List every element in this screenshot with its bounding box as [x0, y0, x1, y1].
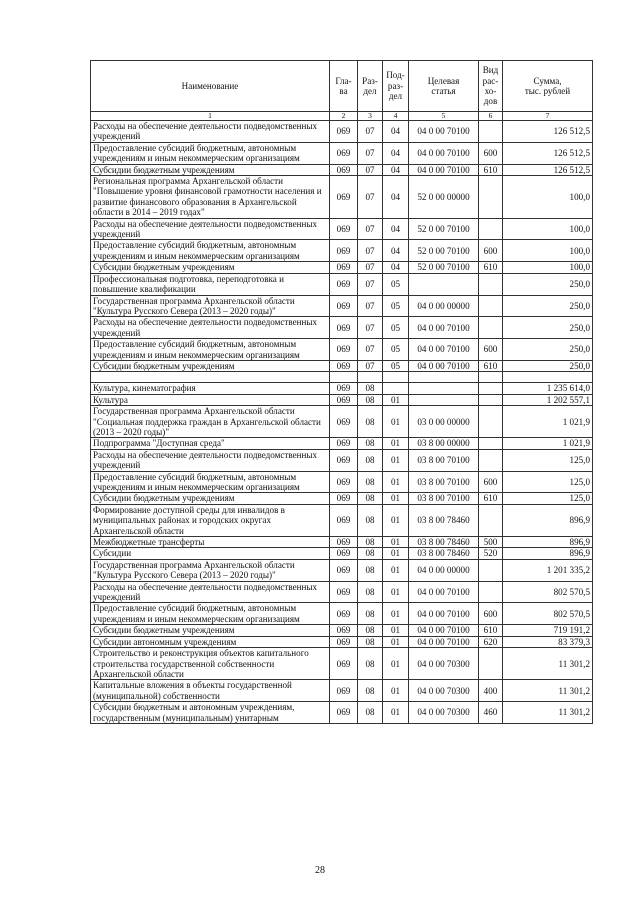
row-chapter: 069 [330, 449, 358, 471]
row-expense-type [479, 449, 503, 471]
row-target: 04 0 00 70100 [409, 339, 479, 361]
row-subsection: 01 [383, 636, 409, 647]
row-name: Культура, кинематография [91, 383, 330, 394]
row-amount: 250,0 [503, 360, 593, 371]
table-row [91, 537, 593, 548]
row-section: 08 [358, 625, 383, 636]
budget-table [90, 60, 593, 724]
row-subsection: 01 [383, 680, 409, 702]
table-body [91, 121, 593, 724]
table-row [91, 262, 593, 273]
table-row [91, 438, 593, 449]
row-chapter: 069 [330, 142, 358, 164]
table-row [91, 702, 593, 724]
row-chapter: 069 [330, 121, 358, 143]
row-section: 07 [358, 176, 383, 219]
row-amount: 11 301,2 [503, 648, 593, 680]
row-target [409, 383, 479, 394]
row-target: 04 0 00 70300 [409, 702, 479, 724]
row-expense-type: 610 [479, 360, 503, 371]
row-section: 08 [358, 471, 383, 493]
row-chapter: 069 [330, 603, 358, 625]
row-amount: 802 570,5 [503, 581, 593, 603]
row-section: 07 [358, 240, 383, 262]
table-row [91, 142, 593, 164]
row-section: 08 [358, 559, 383, 581]
row-amount: 802 570,5 [503, 603, 593, 625]
row-name: Субсидии бюджетным учреждениям [91, 360, 330, 371]
row-expense-type [479, 559, 503, 581]
table-header-row [91, 61, 593, 112]
row-amount: 1 021,9 [503, 438, 593, 449]
row-name: Подпрограмма "Доступная среда" [91, 438, 330, 449]
row-amount: 100,0 [503, 240, 593, 262]
row-target: 04 0 00 70300 [409, 680, 479, 702]
row-section: 07 [358, 295, 383, 317]
row-name: Строительство и реконструкция объектов капитального строительства государственной собственности Архангельской области [91, 648, 330, 680]
row-chapter: 069 [330, 581, 358, 603]
row-chapter: 069 [330, 240, 358, 262]
row-section: 08 [358, 648, 383, 680]
row-section: 07 [358, 317, 383, 339]
table-row [91, 273, 593, 295]
row-name: Субсидии бюджетным учреждениям [91, 164, 330, 175]
row-expense-type: 600 [479, 471, 503, 493]
row-name: Расходы на обеспечение деятельности подведомственных учреждений [91, 121, 330, 143]
row-target: 04 0 00 00000 [409, 559, 479, 581]
row-section: 08 [358, 394, 383, 405]
table-row [91, 625, 593, 636]
row-subsection: 01 [383, 625, 409, 636]
row-chapter: 069 [330, 262, 358, 273]
row-name: Культура [91, 394, 330, 405]
row-chapter: 069 [330, 176, 358, 219]
row-section: 08 [358, 493, 383, 504]
row-target: 03 8 00 70100 [409, 493, 479, 504]
row-name: Предоставление субсидий бюджетным, автономным учреждениям и иным некоммерческим организациям [91, 603, 330, 625]
column-number: 2 [330, 112, 358, 121]
table-row [91, 548, 593, 559]
table-row [91, 394, 593, 405]
row-expense-type [479, 372, 503, 383]
page-number: 28 [315, 865, 325, 876]
row-target: 04 0 00 70100 [409, 625, 479, 636]
row-expense-type: 520 [479, 548, 503, 559]
row-subsection [383, 372, 409, 383]
table-row [91, 406, 593, 438]
row-subsection: 04 [383, 218, 409, 240]
row-expense-type [479, 273, 503, 295]
table-row [91, 648, 593, 680]
row-expense-type: 600 [479, 142, 503, 164]
row-section: 08 [358, 702, 383, 724]
row-subsection [383, 383, 409, 394]
row-name: Расходы на обеспечение деятельности подведомственных учреждений [91, 581, 330, 603]
row-target: 04 0 00 00000 [409, 295, 479, 317]
row-section: 08 [358, 438, 383, 449]
row-subsection: 01 [383, 603, 409, 625]
row-chapter: 069 [330, 471, 358, 493]
row-name [91, 372, 330, 383]
row-amount: 896,9 [503, 537, 593, 548]
row-chapter: 069 [330, 406, 358, 438]
row-amount: 1 235 614,0 [503, 383, 593, 394]
row-section: 08 [358, 581, 383, 603]
row-section [358, 372, 383, 383]
row-expense-type [479, 176, 503, 219]
row-expense-type: 400 [479, 680, 503, 702]
row-expense-type: 610 [479, 262, 503, 273]
row-chapter: 069 [330, 317, 358, 339]
row-chapter: 069 [330, 360, 358, 371]
row-target: 03 0 00 00000 [409, 406, 479, 438]
row-name: Региональная программа Архангельской области "Повышение уровня финансовой грамотности населения и развитие финансового образования в Архангельской области в 2014 – 2019 годах" [91, 176, 330, 219]
row-expense-type: 610 [479, 625, 503, 636]
row-section: 07 [358, 218, 383, 240]
row-amount: 719 191,2 [503, 625, 593, 636]
row-section: 08 [358, 680, 383, 702]
row-subsection: 01 [383, 559, 409, 581]
row-chapter: 069 [330, 295, 358, 317]
row-target [409, 273, 479, 295]
row-chapter: 069 [330, 702, 358, 724]
row-expense-type [479, 295, 503, 317]
row-chapter: 069 [330, 164, 358, 175]
row-expense-type: 500 [479, 537, 503, 548]
row-target: 04 0 00 70100 [409, 603, 479, 625]
row-subsection: 01 [383, 537, 409, 548]
header-section: Раз- дел [358, 61, 383, 112]
row-chapter: 069 [330, 636, 358, 647]
row-name: Субсидии бюджетным учреждениям [91, 625, 330, 636]
row-subsection: 01 [383, 471, 409, 493]
row-target: 03 8 00 78460 [409, 537, 479, 548]
header-name: Наименование [91, 61, 330, 112]
row-chapter: 069 [330, 537, 358, 548]
row-expense-type [479, 383, 503, 394]
row-amount: 896,9 [503, 548, 593, 559]
row-subsection: 01 [383, 702, 409, 724]
row-section: 08 [358, 548, 383, 559]
row-chapter: 069 [330, 504, 358, 536]
column-number: 5 [409, 112, 479, 121]
row-chapter: 069 [330, 493, 358, 504]
row-subsection: 01 [383, 449, 409, 471]
row-chapter: 069 [330, 548, 358, 559]
row-chapter: 069 [330, 438, 358, 449]
row-target: 03 8 00 70100 [409, 471, 479, 493]
table-row [91, 636, 593, 647]
header-chapter: Гла- ва [330, 61, 358, 112]
row-subsection: 01 [383, 438, 409, 449]
row-subsection: 05 [383, 317, 409, 339]
row-expense-type: 600 [479, 603, 503, 625]
column-number-row [91, 112, 593, 121]
row-section: 08 [358, 537, 383, 548]
table-row [91, 360, 593, 371]
row-name: Субсидии бюджетным и автономным учреждениям, государственным (муниципальным) унитарным [91, 702, 330, 724]
row-subsection: 01 [383, 581, 409, 603]
row-amount: 125,0 [503, 471, 593, 493]
row-section: 08 [358, 406, 383, 438]
row-target: 03 8 00 78460 [409, 548, 479, 559]
row-target [409, 394, 479, 405]
row-amount: 250,0 [503, 317, 593, 339]
row-chapter: 069 [330, 625, 358, 636]
row-subsection: 01 [383, 504, 409, 536]
row-section: 07 [358, 121, 383, 143]
row-target: 52 0 00 70100 [409, 240, 479, 262]
row-expense-type [479, 438, 503, 449]
table-row [91, 471, 593, 493]
row-subsection: 05 [383, 360, 409, 371]
row-section: 07 [358, 339, 383, 361]
row-name: Субсидии бюджетным учреждениям [91, 493, 330, 504]
header-expense-type: Вид рас- хо- дов [479, 61, 503, 112]
row-section: 07 [358, 360, 383, 371]
row-amount: 1 021,9 [503, 406, 593, 438]
row-subsection: 01 [383, 406, 409, 438]
row-name: Предоставление субсидий бюджетным, автономным учреждениям и иным некоммерческим организациям [91, 339, 330, 361]
row-amount: 126 512,5 [503, 142, 593, 164]
header-target: Целевая статья [409, 61, 479, 112]
row-name: Субсидии автономным учреждениям [91, 636, 330, 647]
table-row [91, 339, 593, 361]
row-chapter: 069 [330, 559, 358, 581]
row-expense-type [479, 394, 503, 405]
row-name: Межбюджетные трансферты [91, 537, 330, 548]
row-amount [503, 372, 593, 383]
row-expense-type: 600 [479, 240, 503, 262]
column-number: 1 [91, 112, 330, 121]
table-row [91, 121, 593, 143]
row-expense-type [479, 121, 503, 143]
row-expense-type: 460 [479, 702, 503, 724]
row-amount: 100,0 [503, 218, 593, 240]
row-chapter: 069 [330, 273, 358, 295]
row-target: 52 0 00 70100 [409, 262, 479, 273]
row-expense-type: 610 [479, 493, 503, 504]
row-target [409, 372, 479, 383]
row-chapter: 069 [330, 394, 358, 405]
row-name: Предоставление субсидий бюджетным, автономным учреждениям и иным некоммерческим организациям [91, 142, 330, 164]
row-name: Предоставление субсидий бюджетным, автономным учреждениям и иным некоммерческим организациям [91, 471, 330, 493]
row-target: 04 0 00 70100 [409, 164, 479, 175]
row-section: 08 [358, 449, 383, 471]
row-chapter: 069 [330, 218, 358, 240]
row-subsection: 01 [383, 394, 409, 405]
row-subsection: 05 [383, 339, 409, 361]
row-name: Субсидии [91, 548, 330, 559]
row-amount: 11 301,2 [503, 680, 593, 702]
row-amount: 896,9 [503, 504, 593, 536]
row-amount: 100,0 [503, 262, 593, 273]
row-chapter: 069 [330, 648, 358, 680]
row-section: 07 [358, 262, 383, 273]
row-subsection: 04 [383, 240, 409, 262]
row-amount: 126 512,5 [503, 121, 593, 143]
table-row [91, 680, 593, 702]
row-target: 03 8 00 00000 [409, 438, 479, 449]
table-row [91, 493, 593, 504]
row-target: 03 8 00 70100 [409, 449, 479, 471]
row-chapter: 069 [330, 680, 358, 702]
row-subsection: 05 [383, 273, 409, 295]
row-name: Государственная программа Архангельской области "Культура Русского Севера (2013 – 2020 годы)" [91, 559, 330, 581]
table-row [91, 449, 593, 471]
row-subsection: 05 [383, 295, 409, 317]
table-row [91, 218, 593, 240]
row-name: Расходы на обеспечение деятельности подведомственных учреждений [91, 449, 330, 471]
table-row [91, 603, 593, 625]
row-section: 08 [358, 504, 383, 536]
row-name: Профессиональная подготовка, переподготовка и повышение квалификации [91, 273, 330, 295]
table-row [91, 372, 593, 383]
row-target: 04 0 00 70300 [409, 648, 479, 680]
header-subsection: Под- раз- дел [383, 61, 409, 112]
row-amount: 125,0 [503, 449, 593, 471]
table-row [91, 383, 593, 394]
row-subsection: 04 [383, 164, 409, 175]
row-subsection: 04 [383, 121, 409, 143]
column-number: 3 [358, 112, 383, 121]
header-amount: Сумма, тыс. рублей [503, 61, 593, 112]
row-expense-type [479, 218, 503, 240]
row-amount: 250,0 [503, 295, 593, 317]
row-section: 08 [358, 636, 383, 647]
table-row [91, 317, 593, 339]
row-expense-type [479, 317, 503, 339]
row-target: 04 0 00 70100 [409, 142, 479, 164]
column-number: 6 [479, 112, 503, 121]
row-amount: 11 301,2 [503, 702, 593, 724]
row-target: 03 8 00 78460 [409, 504, 479, 536]
row-amount: 126 512,5 [503, 164, 593, 175]
row-target: 04 0 00 70100 [409, 581, 479, 603]
row-subsection: 04 [383, 262, 409, 273]
row-section: 08 [358, 383, 383, 394]
row-target: 04 0 00 70100 [409, 121, 479, 143]
row-name: Субсидии бюджетным учреждениям [91, 262, 330, 273]
row-name: Предоставление субсидий бюджетным, автономным учреждениям и иным некоммерческим организациям [91, 240, 330, 262]
row-target: 52 0 00 00000 [409, 176, 479, 219]
row-expense-type: 620 [479, 636, 503, 647]
row-expense-type [479, 504, 503, 536]
table-row [91, 559, 593, 581]
row-expense-type [479, 406, 503, 438]
column-number: 4 [383, 112, 409, 121]
document-page [90, 60, 592, 724]
row-section: 07 [358, 142, 383, 164]
row-chapter [330, 372, 358, 383]
row-expense-type [479, 581, 503, 603]
row-target: 04 0 00 70100 [409, 360, 479, 371]
row-target: 52 0 00 70100 [409, 218, 479, 240]
row-target: 04 0 00 70100 [409, 317, 479, 339]
row-chapter: 069 [330, 339, 358, 361]
table-row [91, 176, 593, 219]
row-amount: 250,0 [503, 273, 593, 295]
row-section: 07 [358, 164, 383, 175]
row-subsection: 01 [383, 648, 409, 680]
row-chapter: 069 [330, 383, 358, 394]
row-expense-type: 600 [479, 339, 503, 361]
row-name: Государственная программа Архангельской области "Культура Русского Севера (2013 – 2020 годы)" [91, 295, 330, 317]
row-expense-type [479, 648, 503, 680]
row-section: 08 [358, 603, 383, 625]
table-row [91, 240, 593, 262]
row-amount: 125,0 [503, 493, 593, 504]
row-name: Формирование доступной среды для инвалидов в муниципальных районах и городских округах Архангельской области [91, 504, 330, 536]
table-row [91, 295, 593, 317]
row-name: Капитальные вложения в объекты государственной (муниципальной) собственности [91, 680, 330, 702]
row-subsection: 01 [383, 548, 409, 559]
row-target: 04 0 00 70100 [409, 636, 479, 647]
row-name: Государственная программа Архангельской области "Социальная поддержка граждан в Архангельской области (2013 – 2020 годы)" [91, 406, 330, 438]
column-number: 7 [503, 112, 593, 121]
table-row [91, 164, 593, 175]
row-amount: 1 201 335,2 [503, 559, 593, 581]
row-subsection: 04 [383, 142, 409, 164]
row-section: 07 [358, 273, 383, 295]
row-expense-type: 610 [479, 164, 503, 175]
row-amount: 83 379,3 [503, 636, 593, 647]
row-subsection: 04 [383, 176, 409, 219]
row-name: Расходы на обеспечение деятельности подведомственных учреждений [91, 218, 330, 240]
row-name: Расходы на обеспечение деятельности подведомственных учреждений [91, 317, 330, 339]
table-row [91, 581, 593, 603]
row-subsection: 01 [383, 493, 409, 504]
table-row [91, 504, 593, 536]
row-amount: 100,0 [503, 176, 593, 219]
row-amount: 250,0 [503, 339, 593, 361]
row-amount: 1 202 557,1 [503, 394, 593, 405]
